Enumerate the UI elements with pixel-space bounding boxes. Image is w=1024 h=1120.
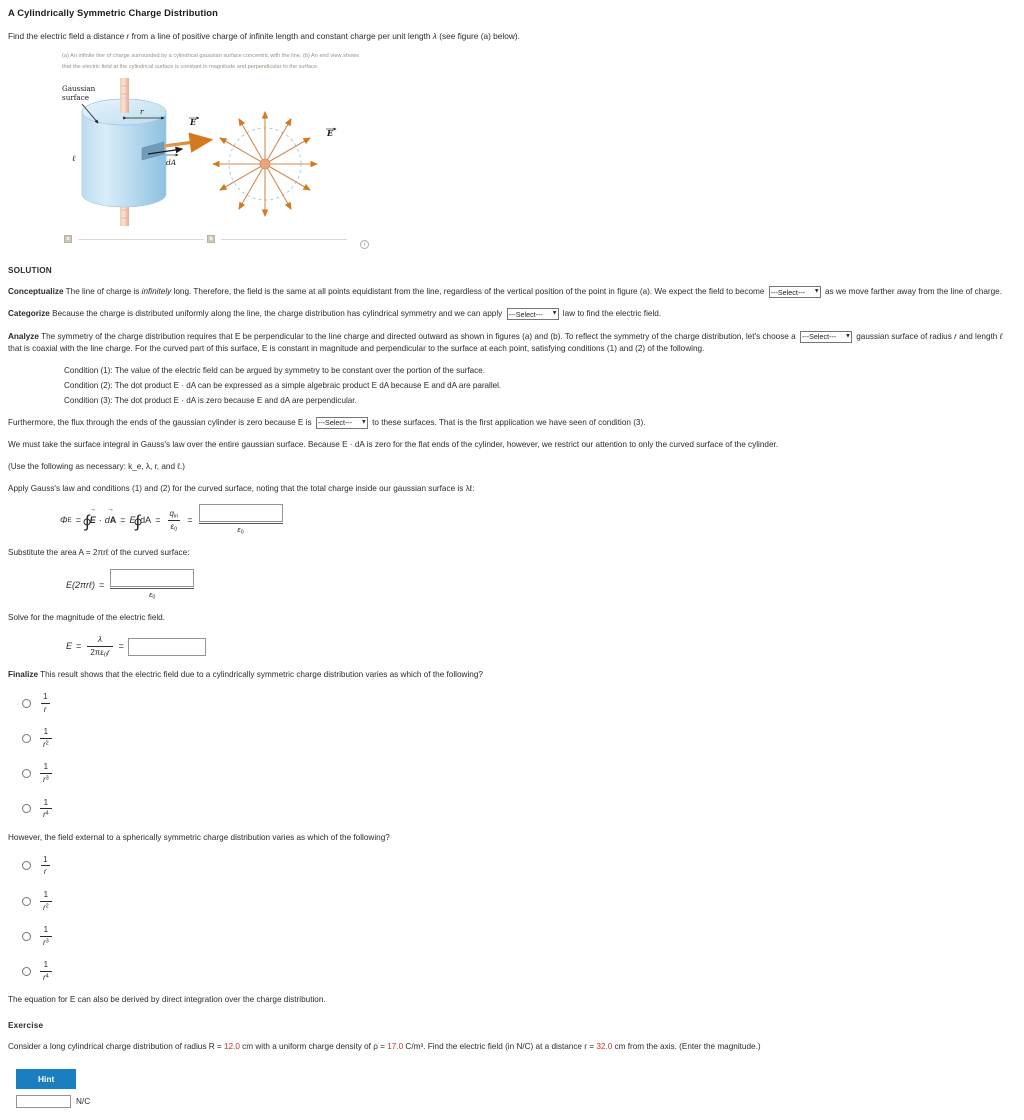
use-following-note: (Use the following as necessary: k_e, λ, r, and ℓ.) (8, 461, 185, 471)
exercise-answer-unit: N/C (76, 1096, 91, 1106)
analyze-select[interactable] (800, 331, 852, 343)
categorize-label: Categorize (8, 309, 50, 319)
analyze-text-3: that is coaxial with the line charge. For the curved part of this surface, E is constant in magnitude and perpendicular to the surface at each point, satisfying conditions (1) and (2) of the following. (8, 343, 705, 353)
categorize-text-1: Because the charge is distributed uniformly along the line, the charge distribution has cylindrical symmetry and we can apply (49, 309, 505, 319)
analyze-text-1: The symmetry of the charge distribution requires that E be perpendicular to the line charge and directed outward as shown in figures (a) and (b). To reflect the symmetry of the charge distribution, let's choose a (38, 331, 798, 341)
figure-tag-b: b (207, 235, 215, 243)
apply-gauss-paragraph: Apply Gauss's law and conditions (1) and (2) for the curved surface, noting that the total charge inside our gaussian surface is λℓ: (8, 483, 475, 493)
flux-answer-input[interactable] (199, 504, 283, 522)
fraction-numerator: 1 (43, 797, 49, 807)
radio-option-1-r1[interactable] (22, 691, 1016, 715)
fraction-numerator: 1 (43, 854, 48, 864)
analyze-text-2: gaussian surface of radius (853, 331, 955, 341)
finalize-question-1: This result shows that the electric field due to a cylindrically symmetric charge distribution varies as which of the following? (38, 670, 483, 680)
efield-answer-input[interactable] (128, 638, 206, 656)
efield-fraction (87, 634, 112, 659)
flux-symbol: Φ (60, 515, 68, 526)
analyze-label: Analyze (8, 331, 39, 341)
eps-symbol-2: ε (237, 525, 241, 535)
figure-svg (60, 76, 360, 231)
analyze-paragraph (8, 331, 1016, 355)
qin-symbol: q (169, 508, 174, 518)
flux-subscript: E (67, 517, 72, 525)
conditions-list (64, 365, 1016, 407)
efield-numerator: λ (97, 635, 102, 645)
figure-tag-bars (64, 233, 366, 251)
exercise-value-rho: 17.0 (387, 1042, 404, 1052)
exercise-text-3: C/m³. Find the electric field (in N/C) at a distance r = (403, 1042, 597, 1052)
efield-equation-row (8, 634, 1016, 659)
chevron-down-icon: ▼ (845, 333, 851, 340)
figure-caption: (a) An infinite line of charge surrounded by a cylindrical gaussian surface concentric with the line. (b) An end view shows that the electric field at the cylindrical surface is constant in magnitude and perpendicular to the surface. (62, 52, 359, 70)
option-fraction (40, 691, 50, 715)
exercise-answer-input[interactable] (16, 1095, 71, 1108)
figure-rule-a (78, 239, 204, 240)
svg-text:E: E (190, 117, 197, 128)
analyze-select-wrap (798, 331, 854, 343)
exercise-value-r: 32.0 (596, 1042, 613, 1052)
option-fraction (40, 959, 52, 983)
qin-over-eps (166, 508, 181, 534)
fraction-denominator: r (43, 810, 46, 820)
efield-equation: E = $\frac{\lambda}{2\pi\varepsilon_0r}$ = (66, 634, 206, 659)
categorize-paragraph (8, 308, 1016, 320)
radio-option-1-r3[interactable] (22, 761, 1016, 785)
radio-option-2-r4[interactable] (22, 959, 1016, 983)
radio-input[interactable] (22, 897, 31, 906)
svg-text:Gaussian: Gaussian (62, 84, 96, 94)
surface-integral-paragraph: We must take the surface integral in Gauss's law over the entire gaussian surface. Because E · dA is zero for the flat ends of the cylinder, however, we restrict our attention to only the curved surface of the cylinder. (8, 439, 779, 449)
flux-equation: Φ E = ∫ E → · dA → = E ∫ dA = $\frac{q_{in}}{\varepsilon_0}$ = $\varepsilon_0$ (60, 504, 285, 537)
prompt-symbol-lambda: λ (432, 30, 437, 41)
figure-canvas (60, 76, 360, 231)
radio-input[interactable] (22, 804, 31, 813)
prompt-text-post: (see figure (a) below). (436, 30, 520, 41)
closed-integral-icon-2: ∫ (135, 512, 141, 531)
finalize-label: Finalize (8, 670, 39, 680)
solve-magnitude-paragraph: Solve for the magnitude of the electric field. (8, 613, 166, 623)
exercise-text-4: cm from the axis. (Enter the magnitude.) (612, 1042, 761, 1052)
efield-den-r: r (106, 647, 110, 657)
condition-1: Condition (1): The value of the electric field can be argued by symmetry to be constant over the portion of the surface. (64, 365, 485, 375)
fraction-exponent: 3 (45, 938, 49, 945)
finalize-question-2: However, the field external to a spherically symmetric charge distribution varies as which of the following? (8, 832, 390, 842)
finalize-paragraph (8, 669, 1016, 681)
fraction-numerator: 1 (43, 762, 49, 772)
svg-text:dA: dA (166, 158, 177, 168)
categorize-select-wrap (505, 308, 561, 320)
prompt-symbol-r: r (126, 30, 130, 41)
analyze-text-2c: and length (956, 331, 1000, 341)
svg-text:E: E (327, 128, 334, 139)
area-equation-row (8, 569, 1016, 602)
conceptualize-paragraph (8, 286, 1016, 298)
fraction-denominator: r (43, 867, 47, 877)
prompt-text-mid: from a line of positive charge of infinite length and constant charge per unit length (129, 30, 433, 41)
radio-input[interactable] (22, 932, 31, 941)
finalize-radio-group-1 (22, 691, 1016, 821)
solution-heading: SOLUTION (8, 266, 52, 276)
fraction-numerator: 1 (43, 727, 49, 737)
furthermore-paragraph (8, 417, 1016, 429)
radio-option-1-r2[interactable] (22, 726, 1016, 750)
chevron-down-icon: ▼ (551, 311, 558, 318)
fraction-denominator: r (43, 704, 47, 714)
page-title: A Cylindrically Symmetric Charge Distribution (8, 7, 218, 18)
finalize-closing-text: The equation for E can also be derived by direct integration over the charge distribution. (8, 995, 326, 1005)
prompt-text-pre: Find the electric field a distance (8, 30, 127, 41)
option-fraction (40, 889, 52, 913)
radio-option-1-r4[interactable] (22, 797, 1016, 821)
fraction-denominator: r (43, 937, 46, 947)
area-answer-input[interactable] (110, 569, 194, 587)
exercise-value-R: 12.0 (223, 1042, 240, 1052)
closed-integral-icon: ∫ (85, 512, 90, 531)
chevron-down-icon: ▼ (360, 419, 367, 426)
radio-option-2-r1[interactable] (22, 854, 1016, 878)
condition-3: Condition (3): The dot product E · dA is zero because E and dA are perpendicular. (64, 395, 357, 405)
fraction-denominator: r (43, 739, 46, 749)
conceptualize-italic-1: infinitely (141, 287, 172, 297)
fraction-denominator: r (43, 775, 46, 785)
exercise-answer-row (16, 1095, 1016, 1108)
hint-button[interactable]: Hint (16, 1069, 76, 1089)
exercise-heading: Exercise (8, 1021, 44, 1031)
e-vector: E → (90, 514, 96, 527)
flux-equation-row (8, 504, 1016, 537)
finalize-closing (8, 994, 1016, 1006)
option-fraction (40, 797, 52, 821)
qin-sub: in (173, 513, 179, 520)
figure-rule-b (221, 239, 347, 240)
efield-lhs: E (66, 641, 73, 652)
furthermore-select-wrap (314, 417, 370, 429)
analyze-symbol-r: r (954, 331, 957, 341)
option-fraction (40, 854, 50, 878)
da-scalar: dA (140, 515, 152, 526)
figure-tag-a: a (64, 235, 72, 243)
radio-input[interactable] (22, 734, 31, 743)
fraction-numerator: 1 (43, 692, 48, 702)
fraction-exponent: 4 (45, 973, 49, 980)
flux-answer-fraction (199, 504, 283, 537)
analyze-symbol-l: ℓ (999, 331, 1003, 341)
eps-sub-3: 0 (152, 594, 156, 601)
fraction-denominator: r (43, 972, 46, 982)
furthermore-select[interactable] (316, 417, 368, 429)
conceptualize-text-2: long. Therefore, the field is the same at all points equidistant from the line, regardless of the vertical position of the point in figure (a). We expect the field to become (171, 287, 767, 297)
finalize-radio-group-2 (22, 854, 1016, 984)
eps-symbol: ε (170, 522, 175, 532)
fraction-numerator: 1 (43, 925, 49, 935)
e-scalar: E (129, 515, 136, 526)
conceptualize-text-1: The line of charge is (63, 287, 142, 297)
option-fraction (40, 761, 52, 785)
exercise-problem-text (8, 1041, 1016, 1053)
conceptualize-text-3: as we move farther away from the line of charge. (822, 287, 1002, 297)
fraction-denominator: r (43, 902, 46, 912)
radio-input[interactable] (22, 769, 31, 778)
radio-option-2-r3[interactable] (22, 924, 1016, 948)
svg-text:surface: surface (62, 93, 89, 103)
radio-input[interactable] (22, 699, 31, 708)
efield-den-sub: 0 (103, 652, 107, 659)
option-fraction (40, 726, 52, 750)
area-equation-lhs: E(2πrℓ) (66, 580, 95, 591)
furthermore-text-2: to these surfaces. That is the first application we have seen of condition (3). (369, 417, 646, 427)
area-equation: E(2πrℓ) = $\varepsilon_0$ (66, 569, 196, 602)
exercise-text-1: Consider a long cylindrical charge distribution of radius R = (8, 1042, 224, 1052)
fraction-numerator: 1 (43, 889, 49, 899)
radio-option-2-r2[interactable] (22, 889, 1016, 913)
fraction-numerator: 1 (43, 960, 49, 970)
eps-sub-2: 0 (240, 529, 244, 536)
efield-denominator: 2πε (90, 647, 104, 657)
furthermore-text-1: Furthermore, the flux through the ends of the gaussian cylinder is zero because E is (8, 417, 314, 427)
fraction-exponent: 3 (45, 775, 49, 782)
fraction-exponent: 2 (45, 740, 49, 747)
radio-input[interactable] (22, 861, 31, 870)
condition-2: Condition (2): The dot product E · dA can be expressed as a simple algebraic product E dA because E and dA are parallel. (64, 380, 502, 390)
exercise-text-2: cm with a uniform charge density of ρ = (239, 1042, 388, 1052)
conceptualize-select[interactable] (769, 286, 821, 298)
conceptualize-select-wrap (767, 286, 823, 298)
fraction-exponent: 4 (45, 810, 49, 817)
figure-container (56, 51, 1016, 252)
area-answer-fraction (110, 569, 194, 602)
da-vector: dA → (105, 514, 117, 527)
problem-prompt (8, 30, 1016, 42)
radio-input[interactable] (22, 967, 31, 976)
svg-text:r: r (140, 107, 144, 117)
conceptualize-label: Conceptualize (8, 287, 64, 297)
substitute-area-paragraph: Substitute the area A = 2πrℓ of the curved surface: (8, 548, 190, 558)
svg-text:ℓ: ℓ (72, 154, 76, 164)
chevron-down-icon: ▼ (813, 289, 820, 296)
eps-sub: 0 (174, 526, 178, 533)
categorize-select[interactable] (507, 308, 559, 320)
info-icon[interactable]: i (360, 240, 369, 249)
eps-symbol-3: ε (149, 590, 153, 600)
categorize-text-2: law to find the electric field. (560, 309, 662, 319)
option-fraction (40, 924, 52, 948)
fraction-exponent: 2 (45, 903, 49, 909)
